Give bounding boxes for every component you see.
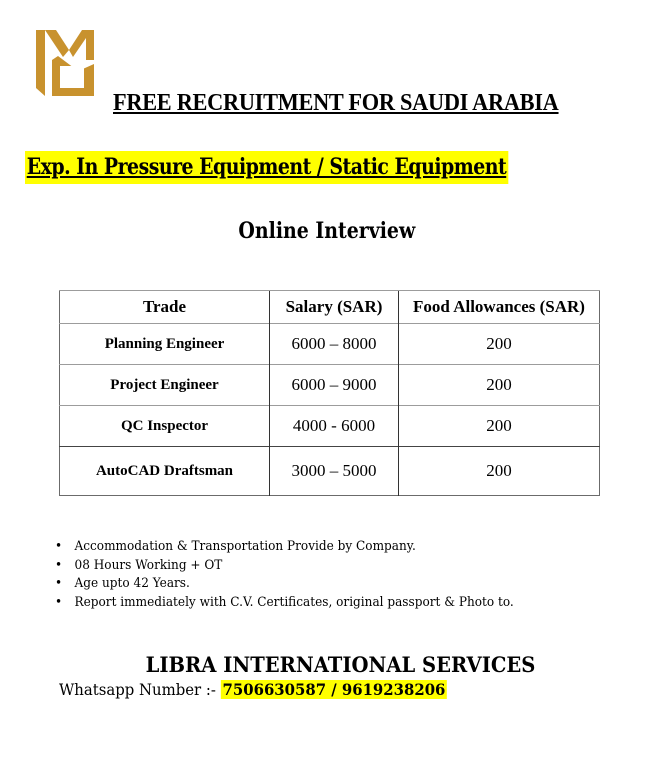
mb-monogram-logo-icon	[36, 30, 94, 96]
header-trade: Trade	[60, 291, 270, 324]
list-item	[55, 538, 514, 557]
table-row	[60, 406, 600, 447]
job-openings-table	[59, 290, 600, 496]
header-salary: Salary (SAR)	[270, 291, 399, 324]
list-item-text: Report immediately with C.V. Certificates, original passport & Photo to.	[74, 594, 514, 610]
experience-requirement-heading: Exp. In Pressure Equipment / Static Equipment	[25, 151, 508, 184]
table-header-row	[60, 291, 600, 324]
bullet-icon: •	[55, 539, 63, 554]
benefits-list	[55, 538, 548, 612]
salary-cell: 4000 - 6000	[270, 406, 399, 447]
interview-mode-heading	[0, 215, 653, 247]
food-allowance-cell: 200	[399, 365, 600, 406]
list-item	[55, 575, 514, 594]
list-item-text: 08 Hours Working + OT	[74, 557, 223, 573]
table-row	[60, 324, 600, 365]
table-row	[60, 447, 600, 496]
list-item	[55, 557, 514, 576]
salary-cell: 3000 – 5000	[270, 447, 399, 496]
food-allowance-cell: 200	[399, 324, 600, 365]
trade-cell: QC Inspector	[60, 406, 270, 447]
bullet-icon: •	[55, 594, 63, 610]
food-allowance-cell: 200	[399, 406, 600, 447]
trade-cell: Project Engineer	[60, 365, 270, 406]
food-allowance-cell: 200	[399, 447, 600, 496]
whatsapp-contact	[59, 678, 447, 702]
page-title: FREE RECRUITMENT FOR SAUDI ARABIA	[113, 90, 559, 116]
list-item	[55, 594, 514, 613]
salary-cell: 6000 – 8000	[270, 324, 399, 365]
trade-cell: AutoCAD Draftsman	[60, 447, 270, 496]
bullet-icon: •	[55, 557, 63, 573]
table-row	[60, 365, 600, 406]
bullet-icon: •	[55, 576, 63, 591]
contact-label: Whatsapp Number :-	[59, 680, 221, 699]
list-item-text: Age upto 42 Years.	[74, 576, 190, 591]
company-name	[0, 651, 653, 679]
interview-mode-text: Online Interview	[238, 218, 415, 244]
header-food-allowance: Food Allowances (SAR)	[399, 291, 600, 324]
salary-cell: 6000 – 9000	[270, 365, 399, 406]
trade-cell: Planning Engineer	[60, 324, 270, 365]
company-name-text: LIBRA INTERNATIONAL SERVICES	[145, 652, 536, 677]
list-item-text: Accommodation & Transportation Provide by Company.	[74, 539, 416, 554]
whatsapp-numbers: 7506630587 / 9619238206	[222, 680, 446, 699]
